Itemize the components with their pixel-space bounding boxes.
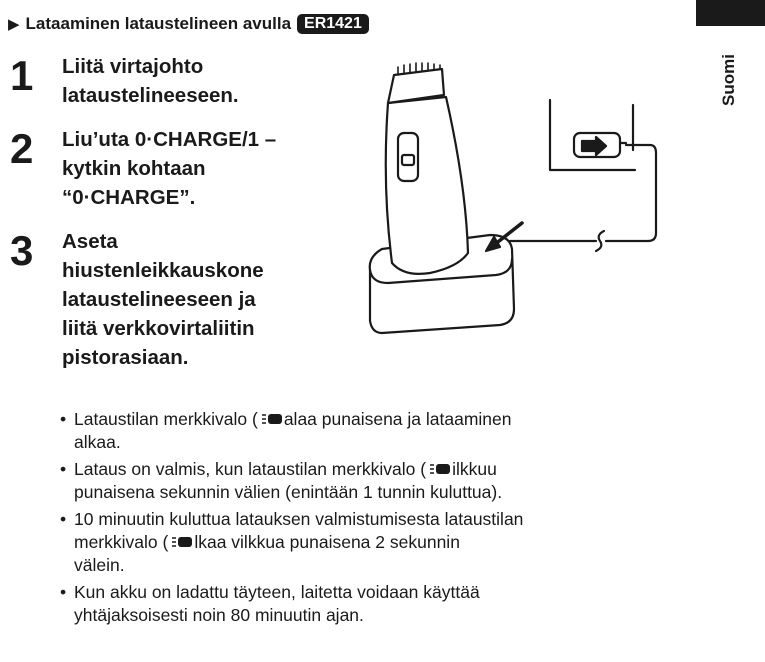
step-text: Liu’uta 0·CHARGE/1 – kytkin kohtaan “0·CHARGE”. [62, 128, 277, 209]
power-cord [606, 145, 656, 241]
step-number: 3 [10, 227, 34, 274]
charge-indicator-icon [428, 462, 452, 476]
charge-indicator-icon [170, 535, 194, 549]
hair-clipper [386, 97, 468, 274]
wall-socket [550, 100, 635, 170]
step-number: 2 [10, 125, 34, 172]
step-text: Aseta hiustenleikkauskone lataustelineeseen ja liitä verkkovirtaliitin pistorasiaan. [62, 230, 264, 369]
language-tab-marker [696, 0, 765, 26]
model-badge: ER1421 [297, 14, 369, 34]
charging-stand-illustration [360, 35, 680, 355]
triangle-right-icon: ▶ [8, 16, 20, 33]
language-label: Suomi [719, 54, 739, 106]
section-title: Lataaminen lataustelineen avulla [25, 14, 292, 33]
list-item: • Lataustilan merkkivalo ( alaa punaisena ja lataaminen alkaa. [60, 409, 512, 452]
list-item: • Lataus on valmis, kun lataustilan merkkivalo ( ilkkuu punaisena sekunnin välien (enintään 1 tunnin kuluttua). [60, 459, 503, 502]
step-text: Liitä virtajohto lataustelineeseen. [62, 55, 239, 107]
charge-indicator-icon [260, 412, 284, 426]
list-item: • Kun akku on ladattu täyteen, laitetta voidaan käyttää yhtäjaksoisesti noin 80 minuutin ajan. [60, 582, 480, 625]
section-header [8, 11, 369, 37]
list-item: • 10 minuutin kuluttua latauksen valmistumisesta lataustilan merkkivalo ( lkaa vilkkua punaisena 2 sekunnin välein. [60, 509, 524, 575]
notes-list [60, 408, 700, 631]
step-number: 1 [10, 52, 34, 99]
